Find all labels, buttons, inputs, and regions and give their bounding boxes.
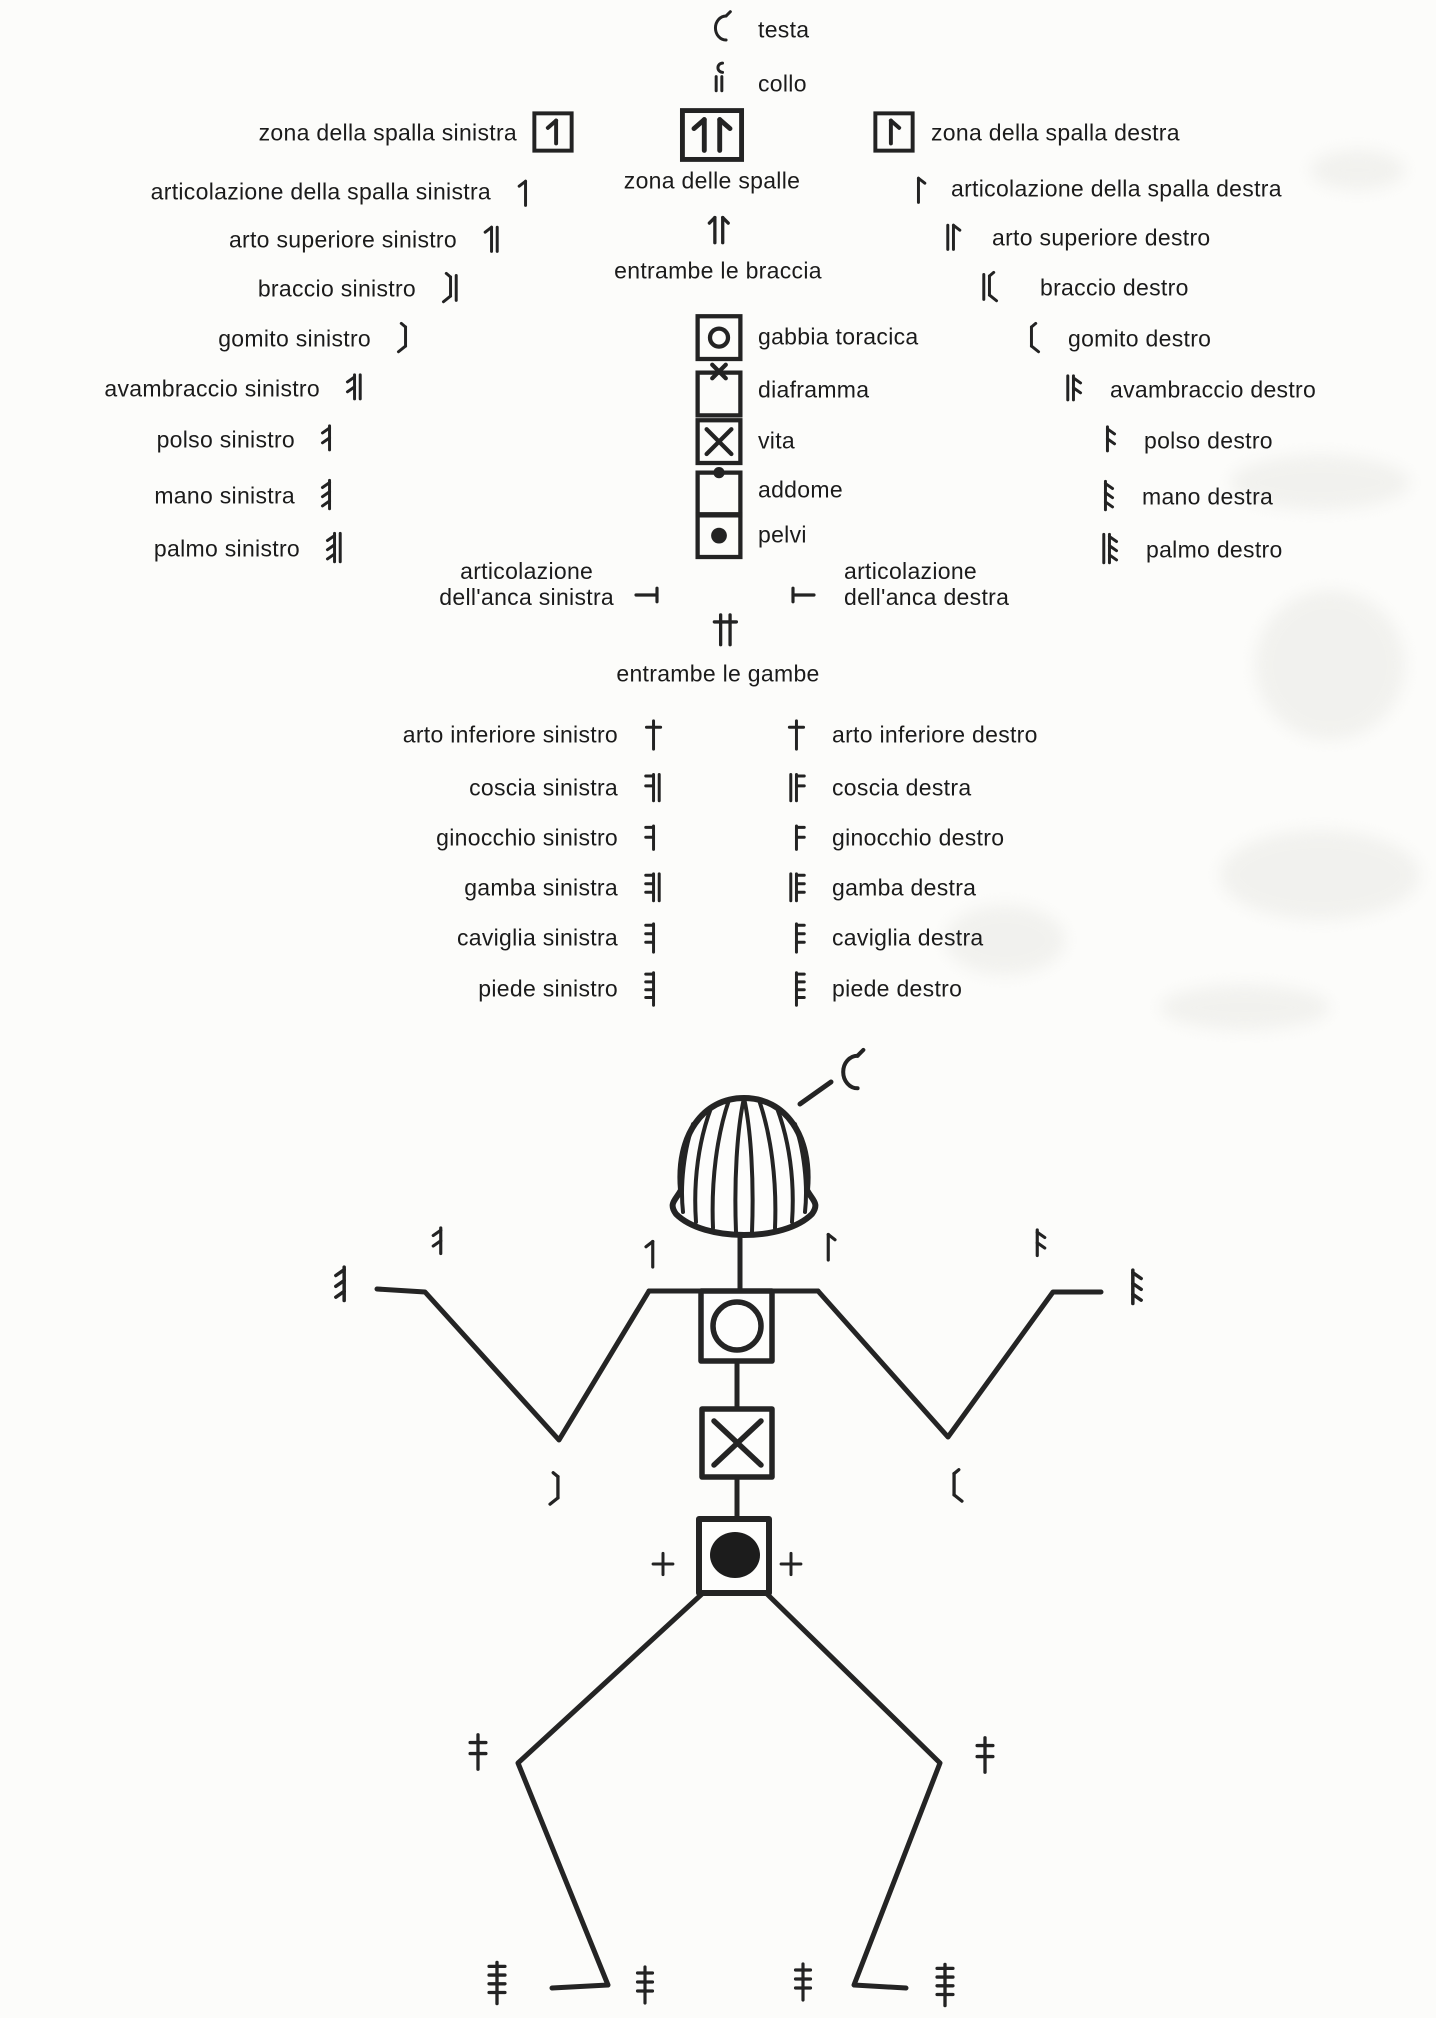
figure-right-foot-symbol [926, 1959, 964, 2011]
legend-label-entrambe-braccia: entrambe le braccia [614, 257, 822, 284]
legend-label-palmo-destro: palmo destro [1146, 536, 1283, 563]
legend-label-braccio-sinistro: braccio sinistro [257, 275, 416, 302]
legend-label-pelvi: pelvi [758, 521, 807, 548]
legend-label-gomito-destro: gomito destro [1068, 325, 1212, 352]
legend-label-entrambe-gambe: entrambe le gambe [616, 660, 820, 687]
legend-label-polso-destro: polso destro [1144, 427, 1273, 454]
figure-head-symbol [825, 1045, 871, 1099]
figure-right-arm-line [818, 1291, 1101, 1437]
figure-left-knee-symbol [459, 1730, 497, 1774]
legend-label-piede-destro: piede destro [832, 975, 963, 1002]
legend-label-palmo-sinistro: palmo sinistro [153, 535, 300, 562]
figure-right-leg-line [766, 1593, 940, 1988]
legend-label-zona-spalla-destra: zona della spalla destra [931, 119, 1180, 146]
legend-label-arto-superiore-destro: arto superiore destro [992, 224, 1211, 251]
figure-left-elbow-symbol [535, 1468, 573, 1512]
legend-label-gamba-destra: gamba destra [832, 874, 977, 901]
figure-left-ankle-symbol [627, 1962, 663, 2008]
legend-label-vita: vita [758, 427, 795, 454]
figure-right-ankle-symbol [785, 1959, 821, 2005]
legend-label-anca-sinistra-line1: articolazione [460, 558, 594, 584]
legend-label-avambraccio-sinistro: avambraccio sinistro [104, 375, 320, 402]
legend-label-coscia-destra: coscia destra [832, 774, 972, 801]
legend-label-zona-spalle: zona delle spalle [623, 167, 801, 194]
figure-left-foot-symbol [478, 1957, 516, 2009]
legend-label-avambraccio-destro: avambraccio destro [1110, 376, 1317, 403]
legend-label-arto-inferiore-destro: arto inferiore destro [832, 721, 1038, 748]
figure-left-hip-symbol [646, 1544, 680, 1584]
legend-label-articolazione-spalla-destra: articolazione della spalla destra [951, 175, 1282, 202]
legend-label-addome: addome [758, 476, 843, 503]
figure-pelvis-box [699, 1519, 769, 1593]
legend-label-gomito-sinistro: gomito sinistro [218, 325, 371, 352]
legend-label-anca-sinistra-line2: dell'anca sinistra [439, 584, 614, 610]
legend-label-diaframma: diaframma [758, 376, 870, 403]
legend-label-braccio-destro: braccio destro [1040, 274, 1189, 301]
head-hair [673, 1098, 816, 1235]
legend-label-polso-sinistro: polso sinistro [156, 426, 295, 453]
figure-right-wrist-symbol [1023, 1224, 1059, 1266]
legend-label-arto-superiore-sinistro: arto superiore sinistro [228, 226, 457, 253]
figure-left-wrist-symbol [419, 1222, 455, 1264]
legend-label-caviglia-sinistra: caviglia sinistra [456, 924, 618, 951]
figure-left-arm-line [377, 1289, 649, 1440]
legend-label-gabbia-toracica: gabbia toracica [758, 323, 919, 350]
legend-label-zona-spalla-sinistra: zona della spalla sinistra [258, 119, 517, 146]
legend-label-mano-sinistra: mano sinistra [154, 482, 295, 509]
legend-label-gamba-sinistra: gamba sinistra [464, 874, 618, 901]
figure-left-hand-symbol [320, 1262, 360, 1309]
figure-right-knee-symbol [966, 1733, 1004, 1777]
legend-label-articolazione-spalla-sinistra: articolazione della spalla sinistra [150, 178, 491, 205]
legend-label-collo: collo [758, 70, 807, 97]
figure-left-shoulder-symbol [631, 1234, 667, 1276]
figure-right-hand-symbol [1117, 1265, 1157, 1312]
figure-waist-box [702, 1409, 772, 1477]
legend-label-testa: testa [758, 16, 810, 43]
figure-left-leg-line [518, 1593, 703, 1988]
legend-label-mano-destra: mano destra [1142, 483, 1274, 510]
figure-right-shoulder-symbol [814, 1227, 850, 1269]
figure-rib-cage-box [701, 1291, 772, 1361]
figure-right-elbow-symbol [939, 1465, 977, 1509]
legend-label-piede-sinistro: piede sinistro [478, 975, 618, 1002]
legend-label-caviglia-destra: caviglia destra [832, 924, 984, 951]
legend-label-arto-inferiore-sinistro: arto inferiore sinistro [402, 721, 618, 748]
legend-label-coscia-sinistra: coscia sinistra [469, 774, 618, 801]
legend-label-ginocchio-sinistro: ginocchio sinistro [436, 824, 618, 851]
legend-label-anca-destra-line2: dell'anca destra [844, 584, 1010, 610]
figure-right-hip-symbol [774, 1544, 808, 1584]
legend-label-anca-destra-line1: articolazione [844, 558, 978, 584]
legend-label-ginocchio-destro: ginocchio destro [832, 824, 1005, 851]
